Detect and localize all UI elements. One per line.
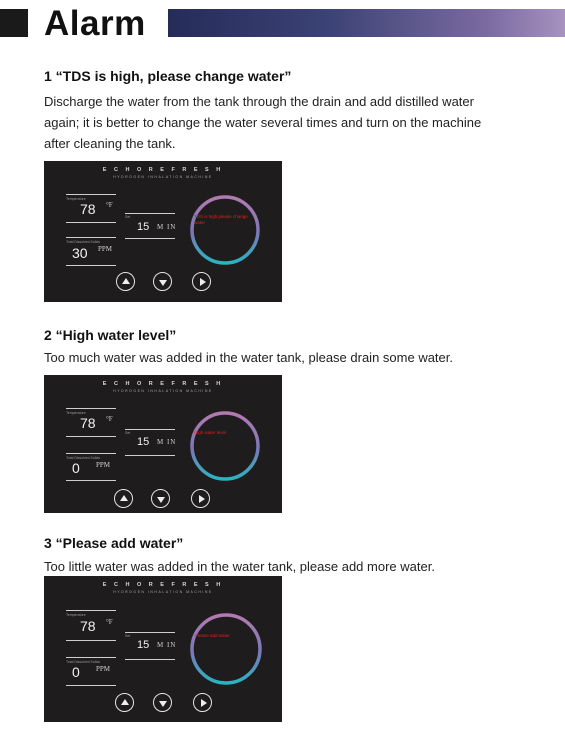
temperature-value: 78	[80, 201, 96, 217]
section-title: 1 “TDS is high, please change water”	[44, 68, 292, 84]
divider	[66, 265, 116, 266]
temperature-label: Temperature	[66, 613, 86, 617]
up-button[interactable]	[116, 272, 135, 291]
divider	[66, 610, 116, 611]
timer-unit: M IN	[157, 438, 177, 446]
divider	[66, 194, 116, 195]
next-button[interactable]	[192, 272, 211, 291]
arrow-down-icon	[159, 280, 167, 286]
timer-label: Set	[125, 431, 131, 435]
up-button[interactable]	[114, 489, 133, 508]
divider	[66, 237, 116, 238]
alert-message: TDS is high,please change water	[194, 214, 248, 225]
control-panel-screen	[44, 375, 282, 513]
temperature-value: 78	[80, 618, 96, 634]
section-body: Discharge the water from the tank through the drain and add distilled water again; it is better to change the water several times and turn on the machine after cleaning the tank.	[44, 94, 482, 151]
temperature-value: 78	[80, 415, 96, 431]
next-button[interactable]	[191, 489, 210, 508]
brand-subtitle: HYDROGEN INHALATION MACHINE	[113, 590, 213, 594]
tds-value: 0	[72, 664, 80, 680]
tds-value: 0	[72, 460, 80, 476]
status-ring	[189, 410, 261, 482]
divider	[66, 408, 116, 409]
tds-value: 30	[72, 245, 88, 261]
arrow-up-icon	[121, 699, 129, 705]
timer-value: 15	[137, 436, 150, 448]
down-button[interactable]	[151, 489, 170, 508]
temperature-unit: °F	[106, 415, 113, 423]
timer-value: 15	[137, 639, 150, 651]
arrow-right-icon	[200, 278, 206, 286]
down-button[interactable]	[153, 693, 172, 712]
tds-unit: PPM	[96, 461, 111, 469]
divider	[66, 685, 116, 686]
timer-value: 15	[137, 221, 150, 233]
status-ring	[189, 612, 263, 686]
divider	[66, 453, 116, 454]
tds-label: Total Dissolved Solids	[66, 240, 101, 244]
arrow-right-icon	[199, 495, 205, 503]
tds-label: Total Dissolved Solids	[66, 456, 101, 460]
page-title: Alarm	[44, 4, 146, 43]
timer-label: Set	[125, 634, 131, 638]
divider	[66, 640, 116, 641]
temperature-unit: °F	[106, 618, 113, 626]
brand-logo-text: E C H O R E F R E S H	[102, 582, 224, 588]
section-body: Too little water was added in the water tank, please add more water.	[44, 559, 435, 574]
up-button[interactable]	[115, 693, 134, 712]
tds-unit: PPM	[96, 665, 111, 673]
arrow-right-icon	[201, 699, 207, 707]
divider	[125, 238, 175, 239]
section-title: 3 “Please add water”	[44, 535, 184, 551]
header-gradient-bar	[168, 9, 565, 37]
next-button[interactable]	[193, 693, 212, 712]
alert-message: Please add water	[195, 633, 230, 638]
divider	[125, 659, 175, 660]
arrow-down-icon	[159, 701, 167, 707]
status-ring	[189, 194, 261, 266]
temperature-unit: °F	[106, 201, 113, 209]
divider	[125, 429, 175, 430]
divider	[125, 455, 175, 456]
divider	[66, 222, 116, 223]
down-button[interactable]	[153, 272, 172, 291]
timer-unit: M IN	[157, 223, 177, 231]
section-title: 2 “High water level”	[44, 327, 177, 343]
timer-unit: M IN	[157, 641, 177, 649]
control-panel-screen	[44, 576, 282, 722]
brand-logo-text: E C H O R E F R E S H	[102, 167, 224, 173]
section-body: Too much water was added in the water tank, please drain some water.	[44, 350, 453, 365]
arrow-down-icon	[157, 497, 165, 503]
alert-message: High water level	[194, 430, 227, 435]
header-block	[0, 9, 28, 37]
arrow-up-icon	[120, 495, 128, 501]
brand-logo-text: E C H O R E F R E S H	[102, 381, 224, 387]
brand-subtitle: HYDROGEN INHALATION MACHINE	[113, 175, 213, 179]
divider	[125, 632, 175, 633]
tds-unit: PPM	[98, 245, 113, 253]
arrow-up-icon	[122, 278, 130, 284]
tds-label: Total Dissolved Solids	[66, 660, 101, 664]
temperature-label: Temperature	[66, 197, 86, 201]
temperature-label: Temperature	[66, 411, 86, 415]
divider	[66, 657, 116, 658]
divider	[66, 436, 116, 437]
control-panel-screen	[44, 161, 282, 302]
brand-subtitle: HYDROGEN INHALATION MACHINE	[113, 389, 213, 393]
timer-label: Set	[125, 215, 131, 219]
divider	[66, 480, 116, 481]
divider	[125, 213, 175, 214]
